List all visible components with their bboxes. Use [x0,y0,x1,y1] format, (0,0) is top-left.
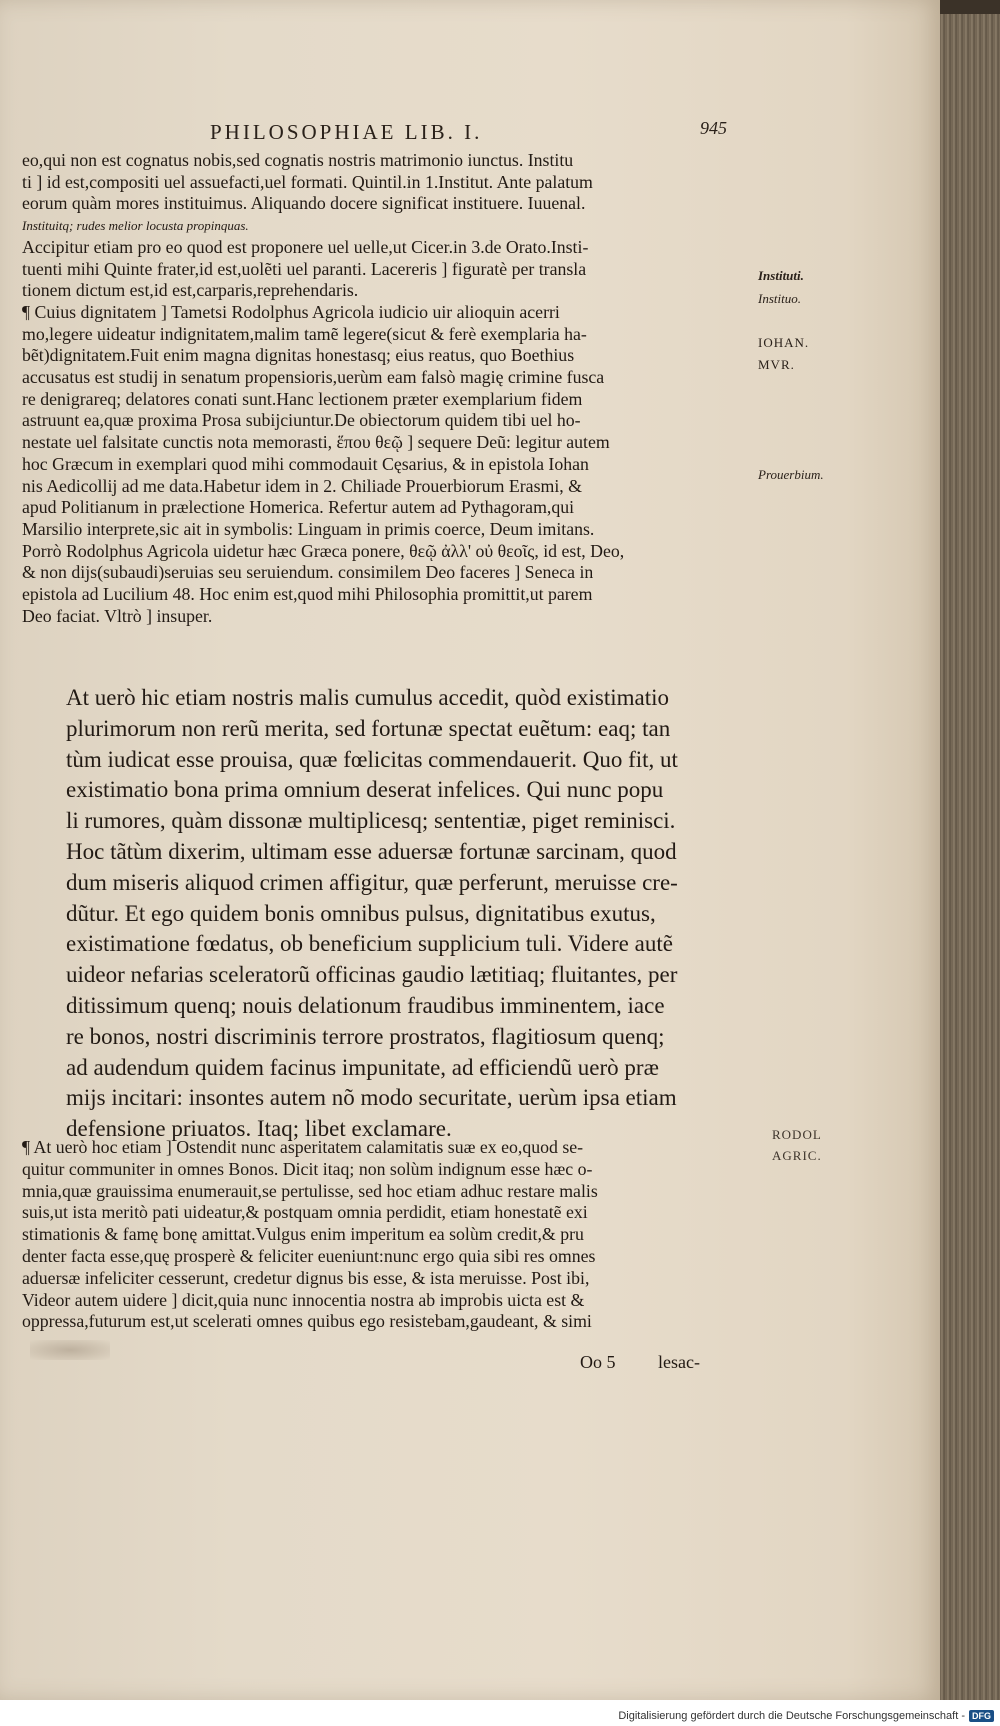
text-line: suis,ut ista meritò pati uideatur,& postquam omnia perdidit, etiam honestatẽ exi [22,1202,588,1223]
text-line: tùm iudicat esse prouisa, quæ fœlicitas commendauerit. Quo fit, ut [66,746,678,772]
signature-mark: Oo 5 [580,1352,616,1372]
text-line: tionem dictum est,id est,carparis,reprehendaris. [22,280,359,301]
page-edge [940,0,1000,1700]
text-line: hoc Græcum in exemplari quod mihi commodauit Cęsarius, & in epistola Iohan [22,453,589,474]
text-line: eorum quàm mores instituimus. Aliquando docere significat instituere. Iuuenal. [22,193,586,214]
text-line: ti ] id est,compositi uel assuefacti,uel formati. Quintil.in 1.Institut. Ante palatum [22,171,593,192]
margin-note-rodol: RODOL [772,1127,822,1142]
margin-note-iohan: IOHAN. [758,335,810,350]
main-text-block [66,683,736,1145]
page-edge-shadow [940,0,1000,14]
text-line: dum miseris aliquod crimen affigitur, quæ perferunt, meruisse cre- [66,869,678,895]
text-line: dũtur. Et ego quidem bonis omnibus pulsus, dignitatibus exutus, [66,900,656,926]
commentary-block-1 [22,150,762,627]
footer-credit-text: Digitalisierung gefördert durch die Deutsche Forschungsgemeinschaft - [618,1710,965,1722]
text-line: mo,legere uideatur indignitatem,malim tamẽ legere(sicut & ferè exemplaria ha- [22,323,587,344]
text-line: ad audendum quidem facinus impunitate, ad efficiendũ uerò præ [66,1054,659,1080]
text-line: mijs incitari: insontes autem nõ modo securitate, uerùm ipsa etiam [66,1085,677,1111]
text-line: astruunt ea,quæ proxima Prosa subijciuntur.De obiectorum quidem tibi uel ho- [22,410,581,431]
text-line: stimationis & famę bonę amittat.Vulgus enim imperitum ea solùm credit,& pru [22,1224,584,1245]
text-line: existimatione fœdatus, ob beneficium supplicium tuli. Videre autẽ [66,931,673,957]
text-line: accusatus est studij in senatum propensioris,uerùm eam falsò magię crimine fusca [22,367,605,388]
text-line: apud Politianum in prælectione Homerica. Refertur autem ad Pythagoram,qui [22,497,575,518]
text-line: mnia,quæ grauissima enumerauit,se pertulisse, sed hoc etiam adhuc restare malis [22,1180,598,1201]
margin-note-mur: MVR. [758,357,795,372]
ink-stain [30,1340,110,1360]
text-line: eo,qui non est cognatus nobis,sed cognatis nostris matrimonio iunctus. Institu [22,150,574,170]
text-line: Marsilio interprete,sic ait in symbolis: Linguam in primis coerce, Deum imitans. [22,518,595,539]
text-line: & non dijs(subaudi)seruias seu seruiendum. consimilem Deo faceres ] Seneca in [22,562,594,583]
footer-credit [618,1710,994,1722]
margin-note-instituo: Instituo. [758,291,801,306]
text-line: uideor nefarias sceleratorũ officinas gaudio lætitiaq; fluitantes, per [66,962,678,988]
text-line: re bonos, nostri discriminis terrore prostratos, flagitiosum quenq; [66,1023,665,1049]
text-line: epistola ad Lucilium 48. Hoc enim est,quod mihi Philosophia promittit,ut parem [22,584,593,605]
catchword: lesac- [658,1352,700,1372]
dfg-logo-icon: DFG [969,1710,994,1722]
text-line: ¶ Cuius dignitatem ] Tametsi Rodolphus Agricola iudicio uir alioquin acerri [22,301,560,322]
text-line: ¶ At uerò hoc etiam ] Ostendit nunc asperitatem calamitatis suæ ex eo,quod se- [22,1137,584,1157]
page-number: 945 [700,118,727,138]
text-line: defensione priuatos. Itaq; libet exclamare. [66,1116,452,1142]
text-line: plurimorum non rerũ merita, sed fortunæ spectat euẽtum: eaq; tan [66,715,671,741]
text-line: Deo faciat. Vltrò ] insuper. [22,605,213,626]
text-line: existimatio bona prima omnium deserat infelices. Qui nunc popu [66,777,664,803]
text-line: li rumores, quàm dissonæ multiplicesq; sententiæ, piget reminisci. [66,808,676,834]
text-line: bẽt)dignitatem.Fuit enim magna dignitas honestasq; eius reatus, quo Boethius [22,345,575,366]
text-line: oppressa,futurum est,ut scelerati omnes quibus ego resistebam,gaudeant, & simi [22,1311,592,1332]
text-line: At uerò hic etiam nostris malis cumulus accedit, quòd existimatio [66,685,669,710]
text-line: denter facta esse,quę prosperè & feliciter eueniunt:nunc ergo quia sibi res omnes [22,1245,596,1266]
text-line: aduersæ infeliciter cesserunt, credetur dignus bis esse, & ista meruisse. Post ibi, [22,1267,590,1288]
commentary-block-2 [22,1137,764,1333]
margin-note-prouerbium: Prouerbium. [758,467,824,482]
text-line: Instituitq; rudes melior locusta propinquas. [22,218,249,234]
signature-line [580,1352,700,1373]
running-title: PHILOSOPHIAE LIB. I. [210,120,483,144]
margin-note-instituti: Instituti. [758,268,804,283]
margin-note-agric: AGRIC. [772,1148,822,1163]
text-line: nis Aedicollij ad me data.Habetur idem in 2. Chiliade Prouerbiorum Erasmi, & [22,475,582,496]
text-line: quitur communiter in omnes Bonos. Dicit itaq; non solùm indignum esse hæc o- [22,1158,593,1179]
text-line: nestate uel falsitate cunctis nota memorasti, ἕπου θεῷ ] sequere Deũ: legitur autem [22,432,610,453]
text-line: Hoc tãtùm dixerim, ultimam esse aduersæ fortunæ sarcinam, quod [66,838,677,864]
text-line: ditissimum quenq; nouis delationum fraudibus imminentem, iace [66,992,665,1018]
text-line: re denigrareq; delatores conati sunt.Hanc lectionem præter exemplarium fidem [22,388,583,409]
text-line: Accipitur etiam pro eo quod est proponere uel uelle,ut Cicer.in 3.de Orato.Insti- [22,236,589,257]
text-line: Porrò Rodolphus Agricola uidetur hæc Græca ponere, θεῷ ἀλλ' οὐ θεοῖς, id est, Deo, [22,540,625,561]
text-line: tuenti mihi Quinte frater,id est,uolẽti uel paranti. Lacereris ] figuratè per transla [22,258,587,279]
text-line: Videor autem uidere ] dicit,quia nunc innocentia nostra ab improbis uicta est & [22,1289,585,1310]
